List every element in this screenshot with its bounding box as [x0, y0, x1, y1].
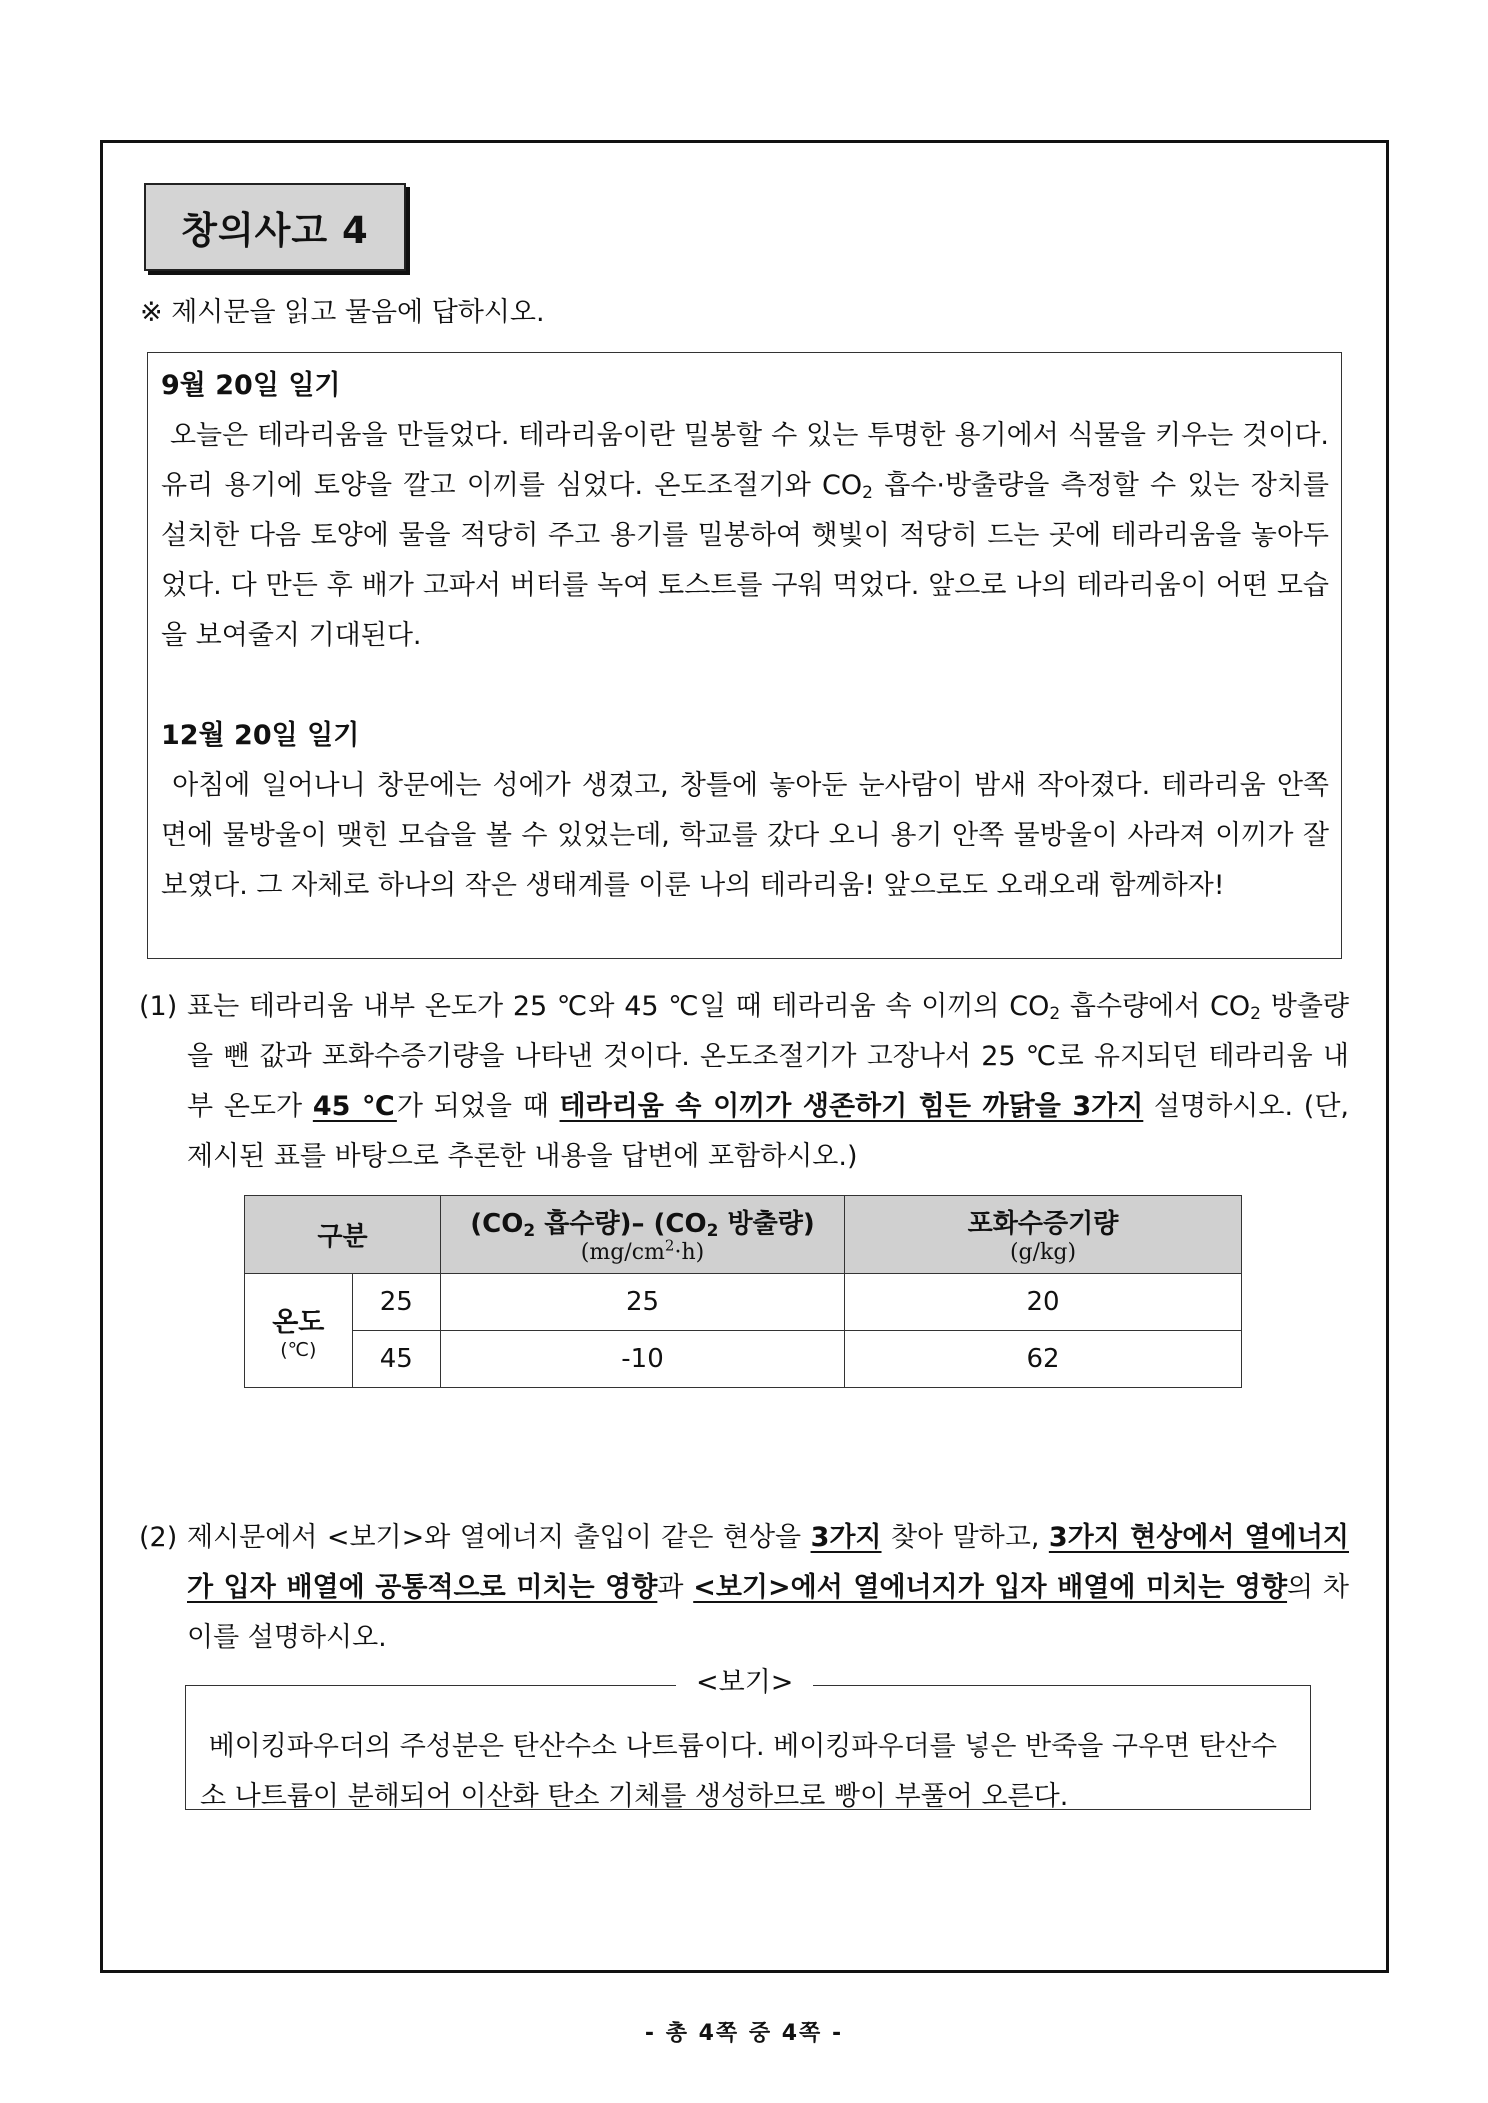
table-cell-temp: 45: [352, 1331, 440, 1388]
table-cell-co2: -10: [441, 1331, 845, 1388]
question-1-text: 표는 테라리움 내부 온도가 25 ℃와 45 ℃일 때 테라리움 속 이끼의 $CO_2$ 흡수량에서 $CO_2$ 방출량을 뺀 값과 포화수증기량을 나타낸 것이다. 온도조절기가 고장나서 25 ℃로 유지되던 테라리움 내부 온도가 45 ℃가 되었을 때 테라리움 속 이끼가 생존하기 힘든 까닭을 3가지 설명하시오. (단, 제시된 표를 바탕으로 추론한 내용을 답변에 포함하시오.): [187, 991, 1349, 1172]
data-table: [244, 1195, 1242, 1388]
table-row-header-temperature: 온도 (℃): [245, 1274, 353, 1388]
instruction-text: ※ 제시문을 읽고 물음에 답하시오.: [140, 297, 545, 328]
table-cell-vapor: 20: [845, 1274, 1242, 1331]
table-row: [245, 1274, 1242, 1331]
example-box: [185, 1685, 1311, 1810]
table-cell-temp: 25: [352, 1274, 440, 1331]
section-title: 창의사고 4: [144, 183, 406, 271]
question-2-number: (2): [139, 1522, 178, 1553]
table-header-vapor: 포화수증기량 (g/kg): [845, 1196, 1242, 1274]
diary-entry-2-title: 12월 20일 일기: [161, 720, 360, 751]
page-footer: - 총 4쪽 중 4쪽 -: [644, 2021, 844, 2046]
table-header-category: 구분: [245, 1196, 441, 1274]
diary-entry-1-text: 오늘은 테라리움을 만들었다. 테라리움이란 밀봉할 수 있는 투명한 용기에서 식물을 키우는 것이다. 유리 용기에 토양을 깔고 이끼를 심었다. 온도조절기와 $CO_2$ 흡수·방출량을 측정할 수 있는 장치를 설치한 다음 토양에 물을 적당히 주고 용기를 밀봉하여 햇빛이 적당히 드는 곳에 테라리움을 놓아두었다. 다 만든 후 배가 고파서 버터를 녹여 토스트를 구워 먹었다. 앞으로 나의 테라리움이 어떤 모습을 보여줄지 기대된다.: [161, 420, 1329, 651]
example-box-label: <보기>: [676, 1665, 813, 1701]
table-cell-vapor: 62: [845, 1331, 1242, 1388]
question-2-text: 제시문에서 <보기>와 열에너지 출입이 같은 현상을 3가지 찾아 말하고, 3가지 현상에서 열에너지가 입자 배열에 공통적으로 미치는 영향과 <보기>에서 열에너지가 입자 배열에 미치는 영향의 차이를 설명하시오.: [187, 1522, 1349, 1653]
example-text: 베이킹파우더의 주성분은 탄산수소 나트륨이다. 베이킹파우더를 넣은 반죽을 구우면 탄산수소 나트륨이 분해되어 이산화 탄소 기체를 생성하므로 빵이 부풀어 오른다.: [200, 1731, 1277, 1812]
table-header-co2: ($CO_2$ 흡수량)– ($CO_2$ 방출량) $(mg/cm^2\cdot h)$: [441, 1196, 845, 1274]
table-row: [245, 1331, 1242, 1388]
question-2: [139, 1513, 1349, 1663]
diary-entry-2-text: 아침에 일어나니 창문에는 성에가 생겼고, 창틀에 놓아둔 눈사람이 밤새 작아졌다. 테라리움 안쪽 면에 물방울이 맺힌 모습을 볼 수 있었는데, 학교를 갔다 오니 용기 안쪽 물방울이 사라져 이끼가 잘 보였다. 그 자체로 하나의 작은 생태계를 이룬 나의 테라리움! 앞으로도 오래오래 함께하자!: [161, 770, 1329, 901]
question-1-number: (1): [139, 991, 178, 1022]
diary-passage-box: [147, 352, 1342, 959]
question-1: [139, 982, 1349, 1182]
diary-entry-1-title: 9월 20일 일기: [161, 370, 341, 401]
table-cell-co2: 25: [441, 1274, 845, 1331]
